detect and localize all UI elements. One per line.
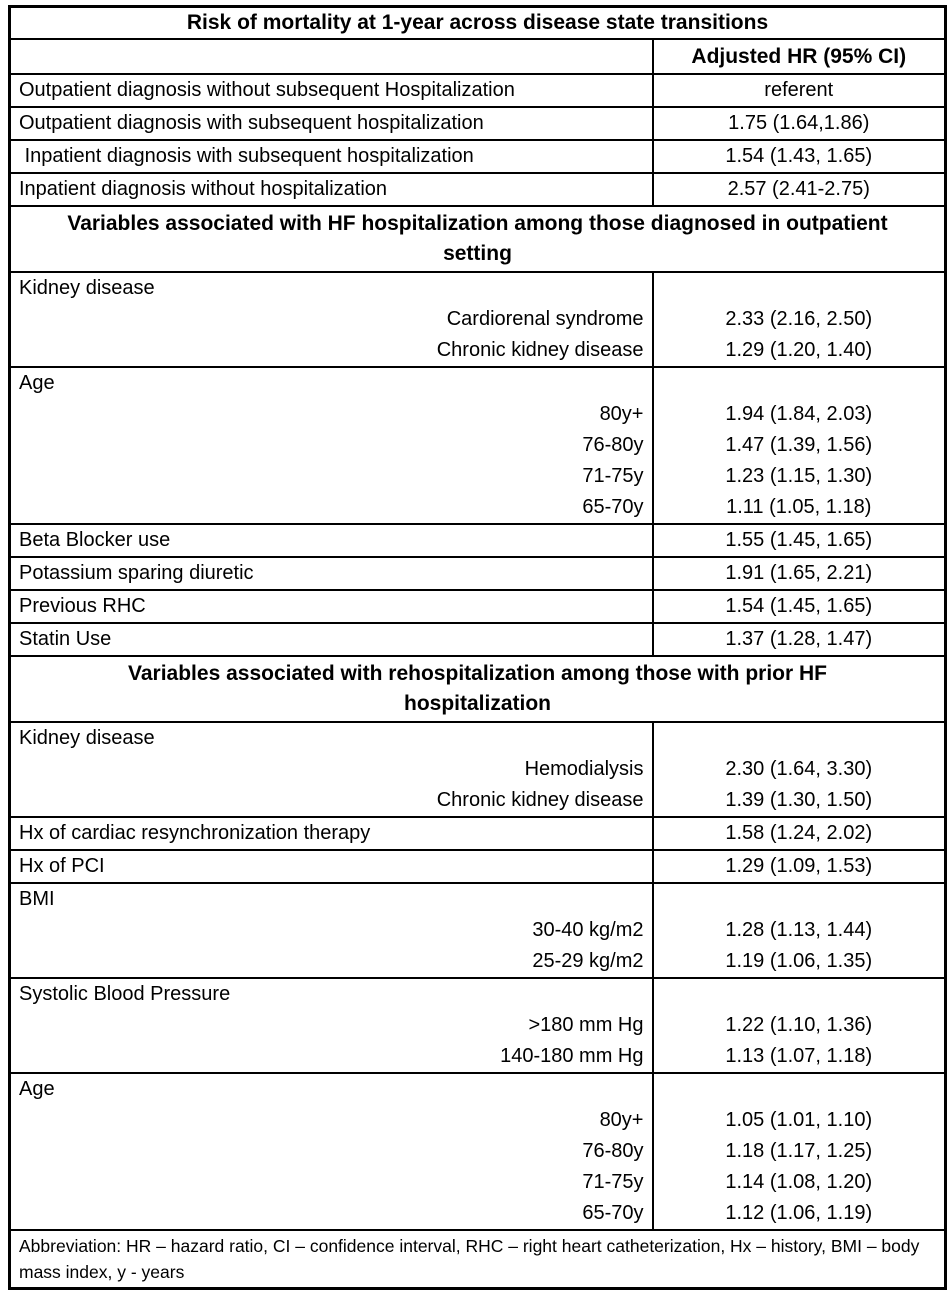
sub-label: Cardiorenal syndrome	[10, 304, 653, 335]
mortality-hr-table	[8, 5, 947, 1290]
sub-value: 1.23 (1.15, 1.30)	[725, 465, 873, 487]
sub-label: 30-40 kg/m2	[10, 915, 653, 946]
row-label: Hx of cardiac resynchronization therapy	[10, 817, 653, 850]
group-sub-row	[10, 1041, 946, 1073]
table-row	[10, 623, 946, 656]
abbreviations-footnote: Abbreviation: HR – hazard ratio, CI – confidence interval, RHC – right heart catheterization, Hx – history, BMI – body mass index, y - years	[10, 1230, 946, 1289]
group-sub-row	[10, 304, 946, 335]
group-label: Systolic Blood Pressure	[10, 978, 653, 1010]
group-label: Age	[10, 367, 653, 399]
sub-value: 1.22 (1.10, 1.36)	[725, 1014, 873, 1036]
column-header-row	[10, 39, 946, 74]
section-header-row	[10, 656, 946, 722]
row-label: Beta Blocker use	[10, 524, 653, 557]
page	[0, 5, 952, 1282]
sub-label: Chronic kidney disease	[10, 785, 653, 817]
table-row	[10, 173, 946, 206]
sub-value: 1.14 (1.08, 1.20)	[725, 1171, 873, 1193]
sub-value: 1.19 (1.06, 1.35)	[725, 950, 873, 972]
row-value: referent	[653, 74, 946, 107]
sub-label: 65-70y	[10, 492, 653, 524]
sub-label: 71-75y	[10, 461, 653, 492]
table-row	[10, 590, 946, 623]
sub-label: 25-29 kg/m2	[10, 946, 653, 978]
group-label-row	[10, 978, 946, 1010]
row-value: 1.29 (1.09, 1.53)	[653, 850, 946, 883]
group-sub-row	[10, 1010, 946, 1041]
group-value-empty	[653, 978, 946, 1010]
row-value: 1.75 (1.64,1.86)	[653, 107, 946, 140]
table-title: Risk of mortality at 1-year across disease state transitions	[186, 11, 769, 34]
sub-value: 1.47 (1.39, 1.56)	[725, 434, 873, 456]
table-row	[10, 557, 946, 590]
group-label-row	[10, 1073, 946, 1105]
group-sub-row	[10, 946, 946, 978]
row-label: Previous RHC	[10, 590, 653, 623]
table-row	[10, 140, 946, 173]
group-sub-row	[10, 335, 946, 367]
row-label: Hx of PCI	[10, 850, 653, 883]
row-value: 1.91 (1.65, 2.21)	[653, 557, 946, 590]
footnote-row	[10, 1230, 946, 1289]
sub-label: 76-80y	[10, 430, 653, 461]
sub-value: 1.13 (1.07, 1.18)	[725, 1045, 873, 1067]
sub-value: 1.28 (1.13, 1.44)	[725, 919, 873, 941]
row-label: Outpatient diagnosis without subsequent Hospitalization	[10, 74, 653, 107]
sub-label: 80y+	[10, 399, 653, 430]
row-value: 1.55 (1.45, 1.65)	[653, 524, 946, 557]
table-title-row	[10, 7, 946, 40]
section-header: Variables associated with rehospitalization among those with prior HF hospitalization	[10, 656, 946, 722]
sub-value: 2.33 (2.16, 2.50)	[725, 308, 873, 330]
group-sub-row	[10, 1136, 946, 1167]
sub-value: 1.11 (1.05, 1.18)	[726, 496, 872, 518]
group-value-empty	[653, 1073, 946, 1105]
sub-label: Chronic kidney disease	[10, 335, 653, 367]
table-row	[10, 524, 946, 557]
sub-label: 76-80y	[10, 1136, 653, 1167]
table-row	[10, 817, 946, 850]
sub-label: Hemodialysis	[10, 754, 653, 785]
row-label: Inpatient diagnosis with subsequent hospitalization	[10, 140, 653, 173]
group-value-empty	[653, 272, 946, 304]
sub-label: 71-75y	[10, 1167, 653, 1198]
label-column-header-empty	[10, 39, 653, 74]
sub-value: 1.12 (1.06, 1.19)	[725, 1202, 873, 1224]
group-value-empty	[653, 367, 946, 399]
row-value: 1.54 (1.43, 1.65)	[653, 140, 946, 173]
group-sub-row	[10, 1167, 946, 1198]
value-column-header: Adjusted HR (95% CI)	[653, 39, 946, 74]
group-sub-row	[10, 399, 946, 430]
group-value-empty	[653, 883, 946, 915]
group-sub-row	[10, 754, 946, 785]
group-label: BMI	[10, 883, 653, 915]
table-row	[10, 107, 946, 140]
group-label: Kidney disease	[10, 722, 653, 754]
group-sub-row	[10, 1105, 946, 1136]
sub-label: 80y+	[10, 1105, 653, 1136]
group-sub-row	[10, 1198, 946, 1230]
sub-value: 1.05 (1.01, 1.10)	[725, 1109, 873, 1131]
sub-value: 1.94 (1.84, 2.03)	[725, 403, 873, 425]
group-sub-row	[10, 915, 946, 946]
table-row	[10, 74, 946, 107]
section-header: Variables associated with HF hospitalization among those diagnosed in outpatient setting	[10, 206, 946, 272]
row-value: 1.58 (1.24, 2.02)	[653, 817, 946, 850]
row-label: Outpatient diagnosis with subsequent hospitalization	[10, 107, 653, 140]
group-sub-row	[10, 785, 946, 817]
group-label-row	[10, 367, 946, 399]
sub-value: 2.30 (1.64, 3.30)	[725, 758, 873, 780]
sub-label: >180 mm Hg	[10, 1010, 653, 1041]
row-value: 1.54 (1.45, 1.65)	[653, 590, 946, 623]
group-label-row	[10, 272, 946, 304]
group-sub-row	[10, 492, 946, 524]
sub-label: 140-180 mm Hg	[10, 1041, 653, 1073]
row-value: 2.57 (2.41-2.75)	[653, 173, 946, 206]
group-label-row	[10, 722, 946, 754]
row-label: Potassium sparing diuretic	[10, 557, 653, 590]
group-label-row	[10, 883, 946, 915]
section-header-row	[10, 206, 946, 272]
group-label: Age	[10, 1073, 653, 1105]
group-label: Kidney disease	[10, 272, 653, 304]
sub-value: 1.29 (1.20, 1.40)	[725, 339, 873, 361]
row-label: Statin Use	[10, 623, 653, 656]
row-value: 1.37 (1.28, 1.47)	[653, 623, 946, 656]
group-sub-row	[10, 461, 946, 492]
group-value-empty	[653, 722, 946, 754]
sub-value: 1.39 (1.30, 1.50)	[725, 789, 873, 811]
sub-value: 1.18 (1.17, 1.25)	[725, 1140, 873, 1162]
table-row	[10, 850, 946, 883]
sub-label: 65-70y	[10, 1198, 653, 1230]
group-sub-row	[10, 430, 946, 461]
row-label: Inpatient diagnosis without hospitalization	[10, 173, 653, 206]
